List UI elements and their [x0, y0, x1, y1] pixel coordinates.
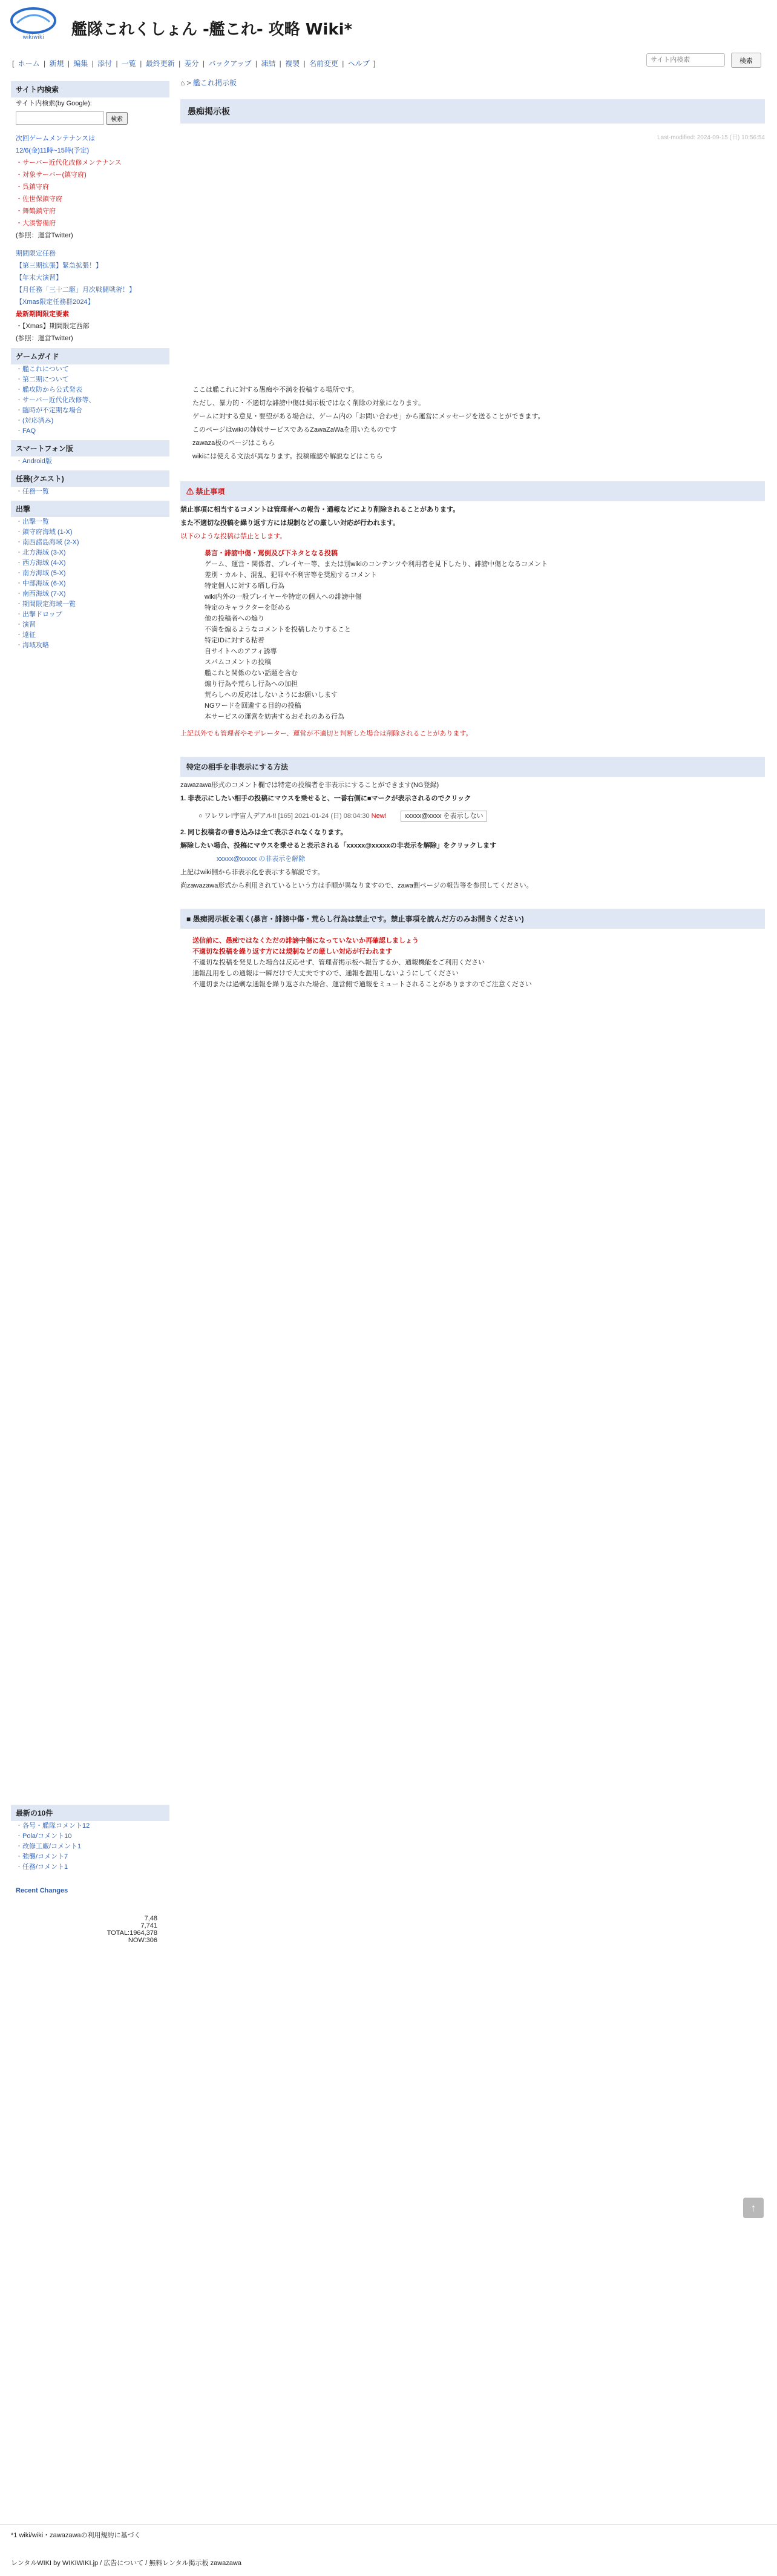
recent-link[interactable]: ・ 改修工廠/コメント1: [16, 1842, 169, 1852]
toggle-icon[interactable]: ■: [186, 915, 191, 923]
sidebar-link[interactable]: ・ FAQ: [16, 426, 169, 436]
sidebar-link[interactable]: ・ 西方海域 (4-X): [16, 558, 169, 568]
counter-value: TOTAL:1964,378: [107, 1929, 157, 1937]
top-menu-item[interactable]: 差分: [184, 59, 199, 68]
sample-popup[interactable]: xxxxx@xxxx を表示しない: [401, 811, 488, 822]
recent-changes-link[interactable]: Recent Changes: [16, 1887, 68, 1894]
hide-step-2: 2. 同じ投稿者の書き込みは全て表示されなくなります。: [180, 829, 347, 836]
maintenance-line: ・佐世保鎮守府: [16, 196, 62, 203]
maintenance-line: ・呉鎮守府: [16, 183, 49, 191]
rules-section-title: [180, 481, 765, 501]
warn-item: 不適切な投稿を繰り返す方には規制などの厳しい対応が行われます: [192, 948, 392, 955]
warn-item: 不適切な投稿を発見した場合は反応せず、管理者掲示板へ報告するか、通報機能をご利用ください: [192, 959, 485, 966]
sidebar-link[interactable]: ・ 演習: [16, 620, 169, 630]
rule-item: ゲーム、運営・関係者、プレイヤー等、または別wikiのコンテンツや利用者を見下したり、誹謗中傷となるコメント: [205, 561, 548, 568]
intro-item: ここは艦これに対する愚痴や不満を投稿する場所です。: [192, 386, 359, 394]
rule-item: スパムコメントの投稿: [205, 659, 271, 666]
sortie-title: 出撃: [11, 501, 169, 517]
page-title: 愚痴掲示板: [180, 99, 765, 124]
limited-quest-link[interactable]: 【月任務「三十二駆」月次戦闘戦術！】: [16, 286, 136, 294]
rules-body: [180, 505, 765, 739]
rules-title-text: 禁止事項: [195, 487, 225, 496]
sidebar-link[interactable]: ・ 出撃ドロップ: [16, 610, 169, 620]
quest-list: [11, 487, 169, 497]
hide-body: [180, 780, 765, 891]
sidebar-more-spacer: [11, 651, 169, 1801]
main-content: [180, 74, 765, 996]
intro-list: [180, 383, 765, 463]
top-menu-item[interactable]: バックアップ: [208, 59, 252, 68]
rules-footer: 上記以外でも管理者やモデレーター、運営が不適切と判断した場合は削除されることがあります。: [180, 730, 473, 737]
recent-link[interactable]: ・ 任務/コメント1: [16, 1862, 169, 1873]
footer: [0, 2525, 777, 2568]
rules-lead: 禁止事項に相当するコメントは管理者への報告・通報などにより削除されることがあります。: [180, 506, 460, 513]
top-menu-item[interactable]: 最終更新: [145, 59, 175, 68]
limited-quest-link[interactable]: 【Xmas限定任務群2024】: [16, 298, 94, 306]
quest-title: 任務(クエスト): [11, 470, 169, 487]
rule-item: NGワードを回避する目的の投稿: [205, 702, 301, 710]
sidebar-link[interactable]: ・ 出撃一覧: [16, 517, 169, 527]
unhide-link[interactable]: xxxxx@xxxxx の非表示を解除: [217, 855, 306, 863]
warn-item: 不適切または過剰な通報を繰り返された場合、運営側で通報をミュートされることがありますのでご注意ください: [192, 981, 532, 988]
maintenance-line: 12/6(金)11時~15時(予定): [16, 147, 90, 154]
sample-date: [165] 2021-01-24 (日) 08:04:30: [278, 812, 370, 820]
rules-lead-2: また不適切な投稿を繰り返す方には規制などの厳しい対応が行われます。: [180, 519, 400, 527]
smartphone-title: スマートフォン版: [11, 440, 169, 456]
seasonal-line: ・【Xmas】期間限定西部: [16, 323, 90, 330]
rules-list: [180, 548, 765, 722]
rule-item: 暴言・誹謗中傷・罵倒及び下ネタとなる投稿: [205, 550, 338, 557]
top-menu-item[interactable]: 編集: [73, 59, 88, 68]
hide-step-1: 1. 非表示にしたい相手の投稿にマウスを乗せると、一番右側に■マークが表示されるのでクリック: [180, 795, 471, 802]
sidebar-link[interactable]: ・ 任務一覧: [16, 487, 169, 497]
hide-step-2b: 解除したい場合、投稿にマウスを乗せると表示される「xxxxx@xxxxxの非表示を解除」をクリックします: [180, 842, 497, 849]
sidebar-link[interactable]: ・ 鎮守府海域 (1-X): [16, 527, 169, 538]
site-title[interactable]: 艦隊これくしょん -艦これ- 攻略 Wiki*: [71, 21, 353, 39]
hide-text: zawazawa形式のコメント欄では特定の投稿者を非表示にすることができます(NG登録): [180, 782, 439, 789]
site-header: [0, 0, 777, 47]
site-logo[interactable]: [6, 5, 61, 41]
rule-item: 特定IDに対する粘着: [205, 637, 264, 644]
breadcrumb: ⌂ > 艦これ掲示板: [180, 79, 237, 87]
recent-title: 最新の10件: [11, 1805, 169, 1821]
sidebar-link[interactable]: ・ 期間限定海域一覧: [16, 599, 169, 610]
seasonal-title: 最新期間限定要素: [16, 311, 69, 318]
limited-quest-link[interactable]: 【年末大演習】: [16, 274, 62, 282]
recent-list: [11, 1821, 169, 1873]
top-menu-item[interactable]: 添付: [97, 59, 113, 68]
smartphone-list: [11, 456, 169, 467]
sidebar-search-hint: サイト内検索(by Google):: [16, 100, 92, 107]
maintenance-line: ・大湊警備府: [16, 220, 56, 227]
recent-link[interactable]: ・ 各号・艦隊コメント12: [16, 1821, 169, 1831]
sample-author: ワレワレ!宇宙人デアル!!: [204, 812, 277, 820]
maintenance-line: 次回ゲームメンテナンスは: [16, 135, 96, 142]
top-menu-item[interactable]: 名前変更: [309, 59, 338, 68]
warn-section-title[interactable]: [180, 909, 765, 929]
rule-item: 差別・カルト、混乱、犯罪や不利害等を奨励するコメント: [205, 572, 378, 579]
sidebar-link[interactable]: ・ Android版: [16, 456, 169, 467]
rule-item: wiki内外の一般プレイヤーや特定の個人への誹謗中傷: [205, 593, 362, 601]
sortie-list: [11, 517, 169, 651]
sample-comment: [180, 807, 765, 824]
maintenance-line: ・サーバー近代化改修メンテナンス: [16, 159, 122, 166]
sidebar-link[interactable]: ・ 臨時が不定期な場合: [16, 406, 169, 416]
counter-value: NOW:306: [128, 1937, 157, 1944]
scroll-top-button[interactable]: ↑: [743, 2198, 764, 2218]
sidebar-link[interactable]: ・ (対応済み): [16, 416, 169, 426]
rule-item: 本サービスの運営を妨害するおそれのある行為: [205, 713, 344, 720]
warn-item: 通報乱用をしの通報は一瞬だけで大丈夫ですので、通報を濫用しないようにしてください: [192, 970, 459, 977]
footer-credit: レンタルWIKI by WIKIWIKI.jp / 広告について / 無料レンタル掲示板 zawazawa: [11, 2560, 241, 2567]
rule-item: 自サイトへのアフィ誘導: [205, 648, 277, 655]
game-guide-list: [11, 364, 169, 436]
warn-item: 送信前に、愚痴ではなくただの誹謗中傷になっていないか再確認しましょう: [192, 937, 419, 944]
intro-item: このページはwikiの姉妹サービスであるZawaZaWaを用いたものです: [192, 426, 397, 433]
hide-note: 上記はwiki側から非表示化を表示する解説です。: [180, 869, 324, 876]
sidebar-link[interactable]: ・ 南西海域 (7-X): [16, 589, 169, 599]
intro-item: wikiには使える文法が異なります。投稿確認や解説などはこちら: [192, 453, 383, 460]
sidebar-link[interactable]: ・ 第二期について: [16, 375, 169, 385]
top-menu-item[interactable]: 一覧: [121, 59, 136, 68]
logo-text: wikiwiki: [22, 35, 44, 41]
sidebar: [11, 77, 169, 1944]
warning-icon: ⚠: [186, 487, 194, 496]
last-modified: Last-modified: 2024-09-15 (日) 10:56:54: [657, 134, 765, 141]
limited-quest-link[interactable]: 【第三期拡張】緊急拡張！】: [16, 262, 102, 269]
top-menu-item[interactable]: ホーム: [18, 59, 40, 68]
recent-link[interactable]: ・ 強襲/コメント7: [16, 1852, 169, 1862]
footer-note: *1 wiki/wiki・zawazawaの利用規約に基づく: [11, 2532, 141, 2539]
sidebar-link[interactable]: ・ 中部海域 (6-X): [16, 579, 169, 589]
sidebar-link[interactable]: ・ 南方海域 (5-X): [16, 568, 169, 579]
intro-item: zawaza板のページはこちら: [192, 440, 275, 447]
new-badge: New!: [371, 812, 387, 820]
warn-list: [180, 935, 765, 990]
maintenance-line: ・舞鶴鎮守府: [16, 208, 56, 215]
site-search-button[interactable]: 検索: [731, 53, 761, 68]
counter-value: 7,48: [144, 1915, 157, 1922]
breadcrumb-item[interactable]: 艦これ掲示板: [192, 79, 237, 87]
rule-item: 荒らしへの反応はしないようにお願いします: [205, 691, 338, 699]
seasonal-list: [11, 320, 169, 344]
top-menu-item[interactable]: 新規: [49, 59, 64, 68]
sidebar-link[interactable]: ・ 北方海域 (3-X): [16, 548, 169, 558]
sidebar-link[interactable]: ・ 艦攻防から公式発表: [16, 385, 169, 395]
maintenance-line: ・対象サーバー(鎮守府): [16, 171, 87, 179]
access-counter: [11, 1915, 169, 1944]
limited-quest-link[interactable]: 期間限定任務: [16, 250, 56, 257]
top-menu: [ ホーム | 新規 | 編集 | 添付 | 一覧 | 最終更新 | 差分 | バックアップ | 凍結 | 複製 | 名前変更 | ヘルプ ]: [12, 59, 376, 68]
intro-item: ゲームに対する意見・要望がある場合は、ゲーム内の「お問い合わせ」から運営にメッセージを送ることができます。: [192, 413, 545, 420]
maintenance-line: (参照：運営Twitter): [16, 232, 73, 239]
site-search-input[interactable]: [646, 53, 725, 67]
hide-note-2: 尚zawazawa形式から利用されているという方は手順が異なりますので、zawa側ページの報告等を参照してください。: [180, 882, 533, 889]
limited-quests: [11, 248, 169, 308]
recent-link[interactable]: ・ Pola/コメント10: [16, 1831, 169, 1842]
sidebar-link[interactable]: ・ 遠征: [16, 630, 169, 641]
warn-title-text: 愚痴掲示板を覗く(暴言・誹謗中傷・荒らし行為は禁止です。禁止事項を読んだ方のみお開きください): [192, 915, 524, 923]
hide-section-title: 特定の相手を非表示にする方法: [180, 757, 765, 777]
rule-item: 特定のキャラクターを貶める: [205, 604, 291, 611]
maintenance-notice: [11, 133, 169, 242]
rule-item: 艦これと関係のない話題を含む: [205, 670, 298, 677]
radio-icon: ○: [198, 812, 203, 820]
home-icon[interactable]: ⌂: [180, 79, 185, 87]
sidebar-search-title: サイト内検索: [11, 81, 169, 97]
sidebar-link[interactable]: ・ 海域攻略: [16, 641, 169, 651]
seasonal-line: (参照：運営Twitter): [16, 335, 73, 342]
rule-item: 煽り行為や荒らし行為への加担: [205, 680, 298, 688]
game-guide-title: ゲームガイド: [11, 348, 169, 364]
top-menu-item[interactable]: ヘルプ: [347, 59, 370, 68]
counter-value: 7,741: [140, 1922, 157, 1929]
rule-item: 他の投稿者への煽り: [205, 615, 264, 622]
sidebar-link[interactable]: ・ 南西諸島海域 (2-X): [16, 538, 169, 548]
top-menu-item[interactable]: 複製: [285, 59, 300, 68]
rule-item: 不満を煽るようなコメントを投稿したりすること: [205, 626, 351, 633]
sidebar-link[interactable]: ・ 艦これについて: [16, 364, 169, 375]
sidebar-search-input[interactable]: [16, 111, 104, 125]
sidebar-search-button[interactable]: 検索: [106, 112, 128, 125]
rule-item: 特定個人に対する晒し行為: [205, 582, 284, 590]
intro-item: ただし、暴力的・不適切な誹謗中傷は掲示板ではなく削除の対象になります。: [192, 400, 425, 407]
sidebar-link[interactable]: ・ サーバー近代化改修等、: [16, 395, 169, 406]
top-menu-item[interactable]: 凍結: [261, 59, 276, 68]
rules-sub: 以下のような投稿は禁止とします。: [180, 533, 287, 540]
